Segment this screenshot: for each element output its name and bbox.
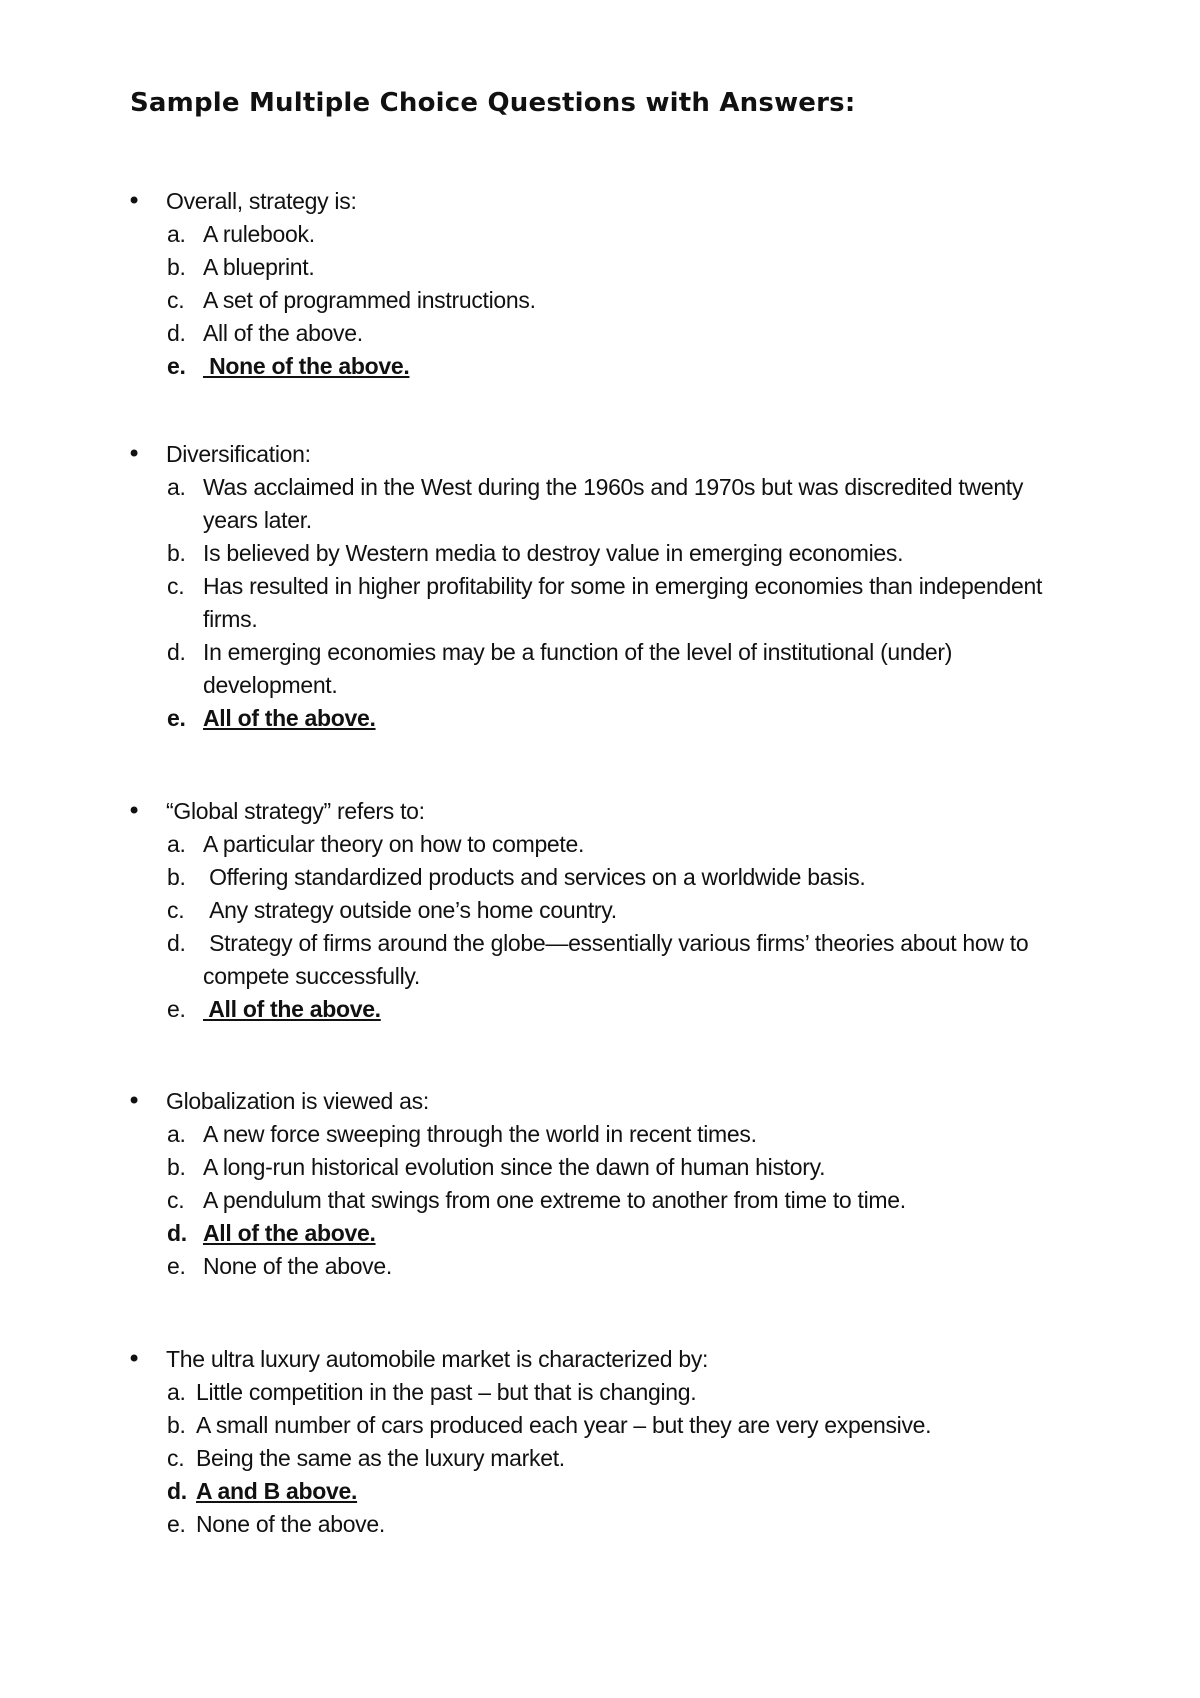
option-text: A new force sweeping through the world in recent times. bbox=[203, 1121, 757, 1147]
option-a bbox=[0, 218, 1200, 251]
option-list bbox=[0, 828, 1200, 1026]
option-a bbox=[0, 471, 1200, 537]
option-text: Strategy of firms around the globe—essentially various firms’ theories about how to compete successfully. bbox=[203, 930, 1035, 989]
option-a bbox=[0, 828, 1200, 861]
option-letter: e. bbox=[167, 1253, 186, 1279]
option-text: All of the above. bbox=[203, 320, 363, 346]
option-text: None of the above. bbox=[196, 1511, 385, 1537]
option-letter: d. bbox=[167, 639, 186, 665]
option-b bbox=[0, 251, 1200, 284]
option-text: Has resulted in higher profitability for some in emerging economies than independent firms. bbox=[203, 573, 1043, 632]
bullet-icon: • bbox=[127, 1345, 142, 1373]
option-c bbox=[0, 1184, 1200, 1217]
option-letter: a. bbox=[167, 1121, 186, 1147]
option-text: A blueprint. bbox=[203, 254, 315, 280]
option-letter: e. bbox=[167, 996, 186, 1022]
option-a bbox=[0, 1118, 1200, 1151]
option-d-correct-answer bbox=[0, 1475, 1200, 1508]
bullet-icon: • bbox=[127, 187, 142, 215]
option-d bbox=[0, 927, 1200, 993]
option-e-correct-answer bbox=[0, 350, 1200, 383]
option-list bbox=[0, 1376, 1200, 1541]
option-letter: e. bbox=[167, 1511, 186, 1537]
option-letter: c. bbox=[167, 1445, 185, 1471]
correct-answer-text: A and B above. bbox=[196, 1478, 358, 1504]
option-text: A particular theory on how to compete. bbox=[203, 831, 585, 857]
correct-answer-text: All of the above. bbox=[203, 996, 381, 1022]
bullet-icon: • bbox=[127, 440, 142, 468]
option-b bbox=[0, 1151, 1200, 1184]
option-e-correct-answer bbox=[0, 993, 1200, 1026]
option-text: Is believed by Western media to destroy value in emerging economies. bbox=[203, 540, 904, 566]
option-c bbox=[0, 570, 1200, 636]
option-letter: b. bbox=[167, 864, 186, 890]
question-stem: Globalization is viewed as: bbox=[166, 1088, 429, 1114]
option-letter: d. bbox=[167, 930, 186, 956]
option-text: A rulebook. bbox=[203, 221, 315, 247]
option-list bbox=[0, 218, 1200, 383]
option-b bbox=[0, 1409, 1200, 1442]
correct-answer-text: All of the above. bbox=[203, 705, 376, 731]
option-letter: b. bbox=[167, 1154, 186, 1180]
option-list bbox=[0, 1118, 1200, 1283]
option-letter: e. bbox=[167, 353, 186, 379]
bullet-icon: • bbox=[127, 797, 142, 825]
question-stem: The ultra luxury automobile market is characterized by: bbox=[166, 1346, 709, 1372]
option-a bbox=[0, 1376, 1200, 1409]
option-letter: c. bbox=[167, 573, 185, 599]
option-e-correct-answer bbox=[0, 702, 1200, 735]
option-letter: d. bbox=[167, 1220, 187, 1246]
option-c bbox=[0, 1442, 1200, 1475]
option-letter: a. bbox=[167, 474, 186, 500]
option-text: A set of programmed instructions. bbox=[203, 287, 536, 313]
option-c bbox=[0, 894, 1200, 927]
option-b bbox=[0, 861, 1200, 894]
option-b bbox=[0, 537, 1200, 570]
option-text: Being the same as the luxury market. bbox=[196, 1445, 565, 1471]
option-d bbox=[0, 636, 1200, 702]
option-letter: c. bbox=[167, 287, 185, 313]
option-e bbox=[0, 1508, 1200, 1541]
option-text: A pendulum that swings from one extreme to another from time to time. bbox=[203, 1187, 906, 1213]
option-e bbox=[0, 1250, 1200, 1283]
option-letter: d. bbox=[167, 320, 186, 346]
page-title: Sample Multiple Choice Questions with Answers: bbox=[130, 88, 856, 118]
option-text: A small number of cars produced each year – but they are very expensive. bbox=[196, 1412, 932, 1438]
option-list bbox=[0, 471, 1200, 735]
option-text: None of the above. bbox=[203, 1253, 392, 1279]
option-letter: b. bbox=[167, 254, 186, 280]
option-text: Was acclaimed in the West during the 1960s and 1970s but was discredited twenty years later. bbox=[203, 474, 1024, 533]
option-letter: e. bbox=[167, 705, 186, 731]
option-text: Any strategy outside one’s home country. bbox=[203, 897, 617, 923]
option-c bbox=[0, 284, 1200, 317]
option-d bbox=[0, 317, 1200, 350]
correct-answer-text: All of the above. bbox=[203, 1220, 376, 1246]
question-stem: “Global strategy” refers to: bbox=[166, 798, 425, 824]
correct-answer-text: None of the above. bbox=[203, 353, 410, 379]
question-stem: Diversification: bbox=[166, 441, 311, 467]
question-stem: Overall, strategy is: bbox=[166, 188, 357, 214]
option-d-correct-answer bbox=[0, 1217, 1200, 1250]
bullet-icon: • bbox=[127, 1087, 142, 1115]
option-letter: b. bbox=[167, 540, 186, 566]
option-text: Little competition in the past – but that is changing. bbox=[196, 1379, 697, 1405]
option-letter: c. bbox=[167, 897, 185, 923]
option-letter: b. bbox=[167, 1412, 186, 1438]
option-letter: a. bbox=[167, 831, 186, 857]
option-letter: a. bbox=[167, 221, 186, 247]
option-letter: d. bbox=[167, 1478, 187, 1504]
option-text: In emerging economies may be a function of the level of institutional (under) development. bbox=[203, 639, 953, 698]
option-letter: c. bbox=[167, 1187, 185, 1213]
option-text: A long-run historical evolution since the dawn of human history. bbox=[203, 1154, 826, 1180]
option-letter: a. bbox=[167, 1379, 186, 1405]
option-text: Offering standardized products and services on a worldwide basis. bbox=[203, 864, 866, 890]
